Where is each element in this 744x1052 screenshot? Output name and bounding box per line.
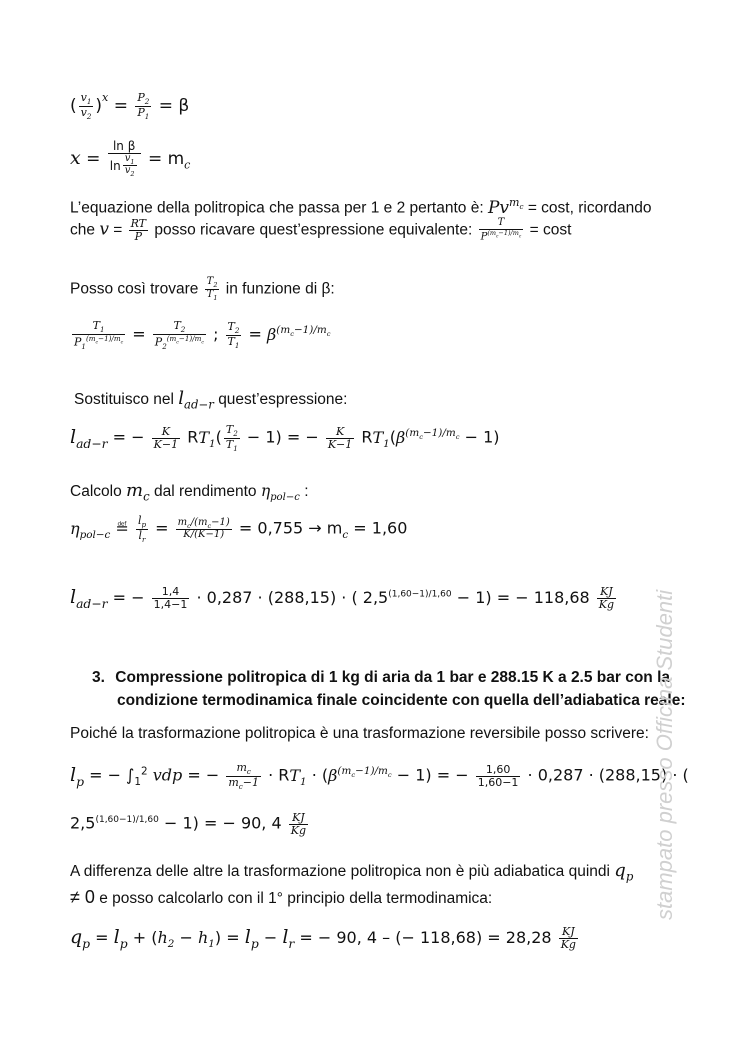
section-3-heading-line2: condizione termodinamica finale coincidente con quella dell’adiabatica reale: (117, 692, 686, 709)
text-p7b: e posso calcolarlo con il 1° principio della termodinamica: (99, 890, 493, 907)
text-p7a: A differenza delle altre la trasformazione politropica non è più adiabatica quindi (70, 863, 610, 880)
equation-beta: ( $\frac{v_1}{v_2}$ )$^x$ = $\frac{P_2}{P_1}$ = β (70, 90, 190, 121)
qp-value: = − 90, 4 – (− 118,68) = 28,28 (299, 928, 552, 947)
fraction-t-p: $\frac{T}{P^{(m_c-1)/m_c}}$ (480, 217, 522, 242)
paragraph-differenza: A differenza delle altre la trasformazione politropica non è più adiabatica quindi $q_p$ (70, 860, 634, 884)
paragraph-calcolo: Calcolo $m_c$ dal rendimento $\eta_{pol-c}$ : (70, 480, 309, 504)
fraction-t2-t1-b: $\frac{T_2}{T_1}$ (227, 319, 240, 350)
section-number: 3. (92, 669, 105, 686)
text-p5a: Calcolo (70, 483, 122, 500)
lp-value: = − 90, 4 (203, 813, 282, 833)
equation-eta: $\eta_{pol-c}$ ≝ $\frac{l_p}{l_r}$ = $\frac{m_c/(m_c-1)}{K/(K-1)}$ = $0,755 \to m_c = 1,60$ (70, 514, 408, 544)
section-line-1: Compressione politropica di 1 kg di aria da 1 bar e 288.15 K a 2.5 bar con la (115, 669, 671, 686)
paragraph-politropica: L’equazione della politropica che passa per 1 e 2 pertanto è: $Pv^{m_c} = \cos t$, ricordando (70, 196, 652, 218)
text-p2a: che (70, 221, 95, 239)
equation-lad-numeric: $l_{ad-r}$ = − $\frac{1,4}{1,4-1}$ · 0,287 · (288,15) · ( $2,5^{(1,60-1)/1,60} - 1$) = − 118,68 $\frac{KJ}{Kg}$ (70, 585, 615, 611)
fraction-rt-p: $\frac{RT}{P}$ (130, 217, 147, 243)
mc-value: = 1,60 (353, 518, 408, 538)
equation-lad: $l_{ad-r}$ = − $\frac{K}{K-1}$ $RT_1$( $\frac{T_2}{T_1}$ − 1) = − $\frac{K}{K-1}$ $RT_1(\beta^{(m_c-1)/m_c} - 1)$ (70, 423, 500, 453)
text-p4a: Sostituisco nel (74, 391, 174, 408)
text-cost: = cost (529, 221, 572, 239)
eta-value: = 0,755 → m (238, 518, 343, 538)
equation-lp-cont: $2,5^{(1,60-1)/1,60} - 1$) = − 90, 4 $\frac{KJ}{Kg}$ (70, 811, 307, 837)
fraction-t2-t1: $\frac{T_2}{T_1}$ (206, 276, 218, 302)
watermark (612, 540, 677, 920)
section-3-heading (92, 669, 670, 687)
paragraph-trovare (70, 277, 335, 302)
paragraph-sostituisco: Sostituisco nel $l_{ad-r}$ quest’espressione: (74, 388, 348, 412)
paragraph-reversibile: Poiché la trasformazione politropica è una trasformazione reversibile posso scrivere: (70, 725, 649, 742)
paragraph-principio: ≠ 0 e posso calcolarlo con il 1° principio della termodinamica: (70, 887, 493, 907)
watermark-text: stampato presso Officina Studenti (652, 589, 677, 920)
text-p2b: posso ricavare quest’espressione equivalente: (154, 221, 473, 239)
equation-x: x = ln β ln $\frac{v_1}{v_2}$ = $m_c$ (70, 139, 191, 179)
fraction-t1-p1: $\frac{T_1}{P_1^{(m_c-1)/m_c}}$ (74, 319, 124, 351)
text-p1a: L’equazione della politropica che passa per 1 e 2 pertanto è: (70, 199, 484, 217)
fraction-t2-p2: $\frac{T_2}{P_2^{(m_c-1)/m_c}}$ (154, 319, 204, 351)
text-p4b: quest’espressione: (218, 391, 348, 408)
ln-beta: ln β (108, 140, 141, 154)
beta-result: = β (158, 96, 190, 117)
fraction-ln: ln β ln $\frac{v_1}{v_2}$ (108, 140, 141, 178)
fraction-p2-p1: $\frac{P_2}{P_1}$ (137, 91, 150, 121)
ln-label: ln (109, 158, 121, 173)
fraction-v1-v2: $\frac{v_1}{v_2}$ (80, 91, 92, 121)
equation-t-ratio: $\frac{T_1}{P_1^{(m_c-1)/m_c}}$ = $\frac{T_2}{P_2^{(m_c-1)/m_c}}$ ; $\frac{T_2}{T_1}$ = $\beta^{(m_c-1)/m_c}$ (74, 319, 331, 351)
mc-result: = m (147, 149, 185, 170)
lad-value: = − 118,68 (496, 588, 590, 607)
equation-lp: $l_p$ = − $\int_1^2$ vdp = − $\frac{m_c}{m_c-1}$ · $RT_1 \cdot (\beta^{(m_c-1)/m_c} - 1)$ = − $\frac{1,60}{1,60-1}$ · 0,287 · (288,15) · ( (70, 761, 689, 791)
text-p5b: dal rendimento (153, 483, 257, 500)
text-p1b: = cost, ricordando (527, 199, 652, 217)
paragraph-equivalente: che v = $\frac{RT}{P}$ posso ricavare quest’espressione equivalente: $\frac{T}{P^{(m_c-1)/m_c}}$ = cost (70, 217, 572, 243)
equation-qp: $q_p = l_p + (h_2 - h_1) = l_p - l_r$ = − 90, 4 – (− 118,68) = 28,28 $\frac{KJ}{Kg}$ (70, 925, 576, 951)
text-p3: Posso così trovare (70, 280, 199, 298)
text-in-funzione: in funzione di β: (225, 280, 335, 298)
